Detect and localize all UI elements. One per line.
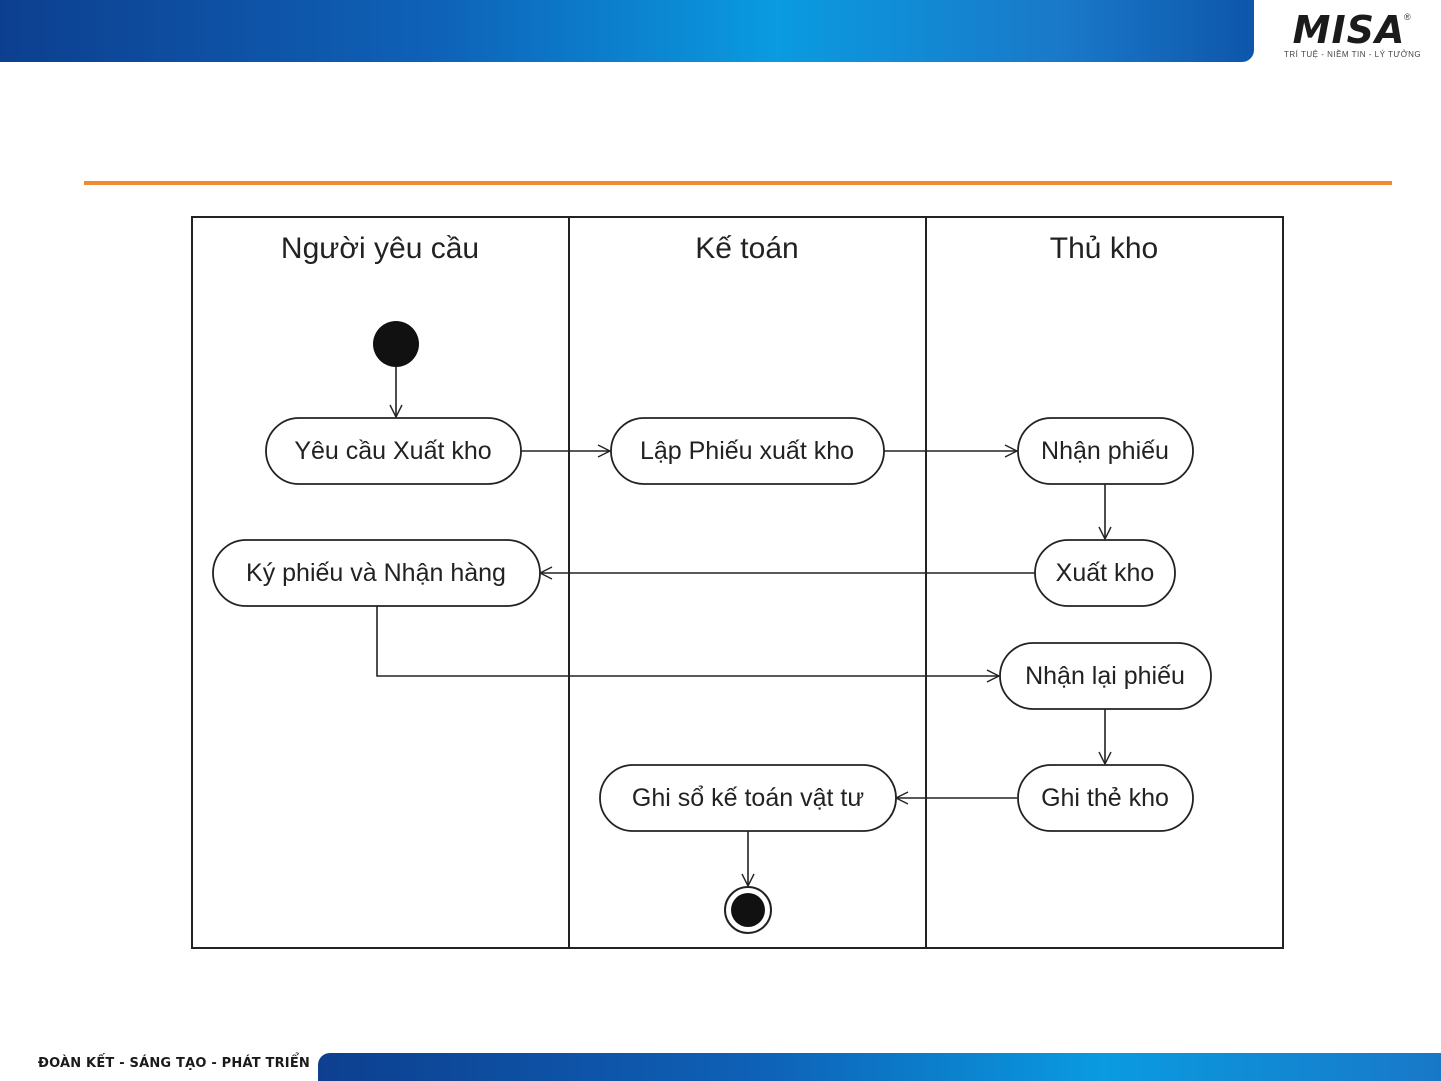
title-divider [84, 181, 1392, 185]
footer-banner [318, 1053, 1441, 1081]
logo-tagline: TRÍ TUỆ - NIỀM TIN - LÝ TƯỞNG [1284, 50, 1422, 59]
label-lap-phieu-xuat-kho: Lập Phiếu xuất kho [639, 437, 855, 465]
end-node [725, 887, 771, 933]
start-node [373, 321, 419, 367]
label-xuat-kho: Xuất kho [1055, 559, 1155, 587]
label-nhan-phieu: Nhận phiếu [1041, 437, 1169, 465]
label-ky-phieu-nhan-hang: Ký phiếu và Nhận hàng [246, 559, 506, 587]
footer-slogan: ĐOÀN KẾT - SÁNG TẠO - PHÁT TRIỂN [38, 1056, 310, 1071]
lane-header-storekeeper: Thủ kho [1049, 232, 1159, 265]
label-ghi-the-kho: Ghi thẻ kho [1041, 784, 1169, 812]
logo-wordmark: MISA [1292, 8, 1406, 52]
header-banner [0, 0, 1254, 62]
logo-registered-mark: ® [1404, 12, 1411, 22]
label-yeu-cau-xuat-kho: Yêu cầu Xuất kho [294, 437, 492, 465]
lane-header-accountant: Kế toán [695, 232, 799, 265]
edge-sign-to-receive-back [377, 606, 999, 676]
activity-diagram [190, 214, 1286, 950]
misa-logo [1284, 6, 1422, 62]
label-nhan-lai-phieu: Nhận lại phiếu [1025, 662, 1185, 690]
lane-header-requester: Người yêu cầu [280, 232, 480, 265]
label-ghi-so-ke-toan: Ghi sổ kế toán vật tư [631, 784, 865, 812]
